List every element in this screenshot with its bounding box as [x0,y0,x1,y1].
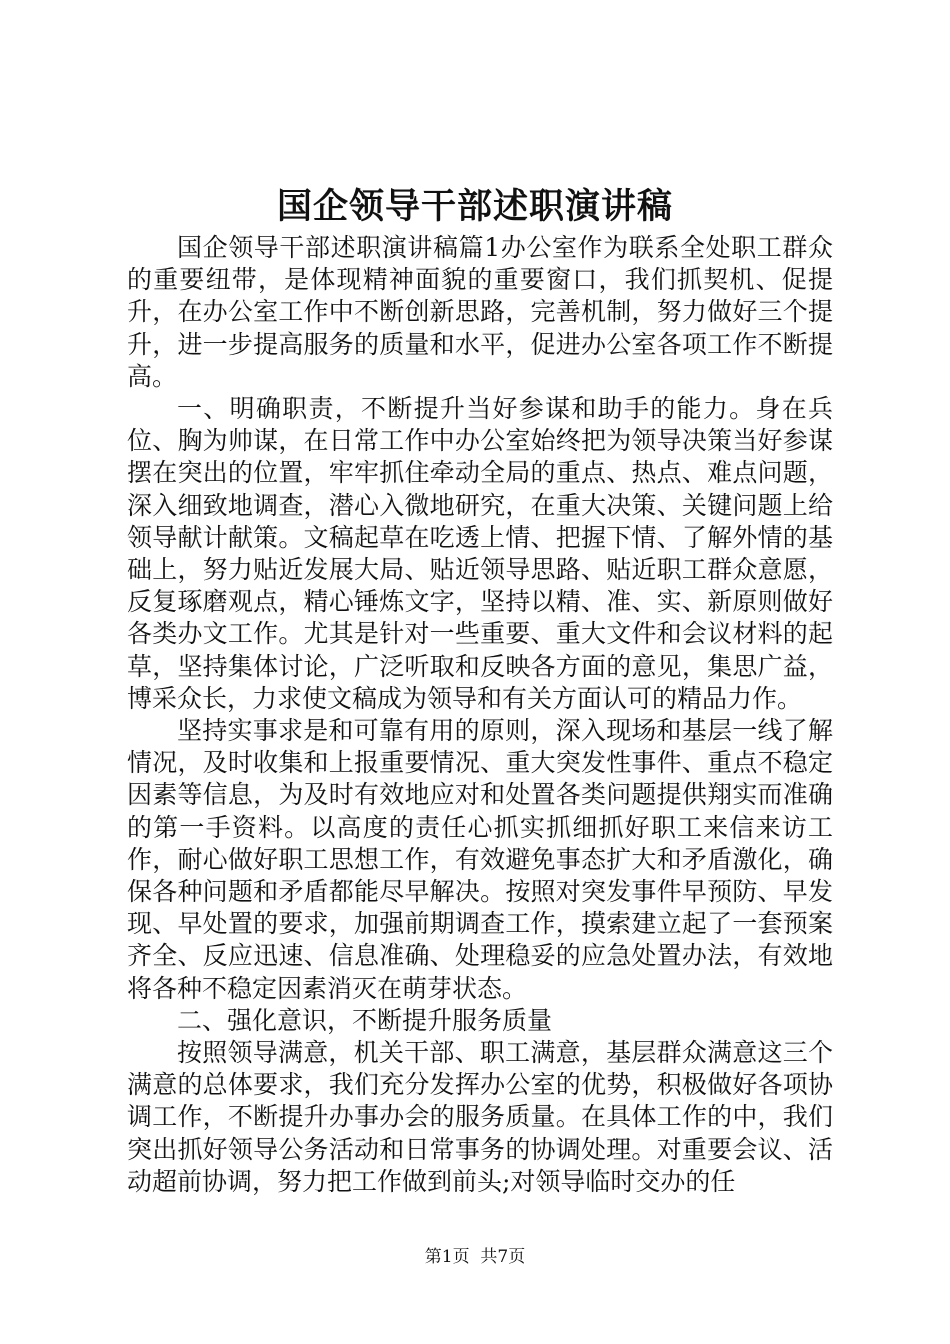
paragraph-principles: 坚持实事求是和可靠有用的原则，深入现场和基层一线了解情况，及时收集和上报重要情况、重大突发性事件、重点不稳定因素等信息，为及时有效地应对和处置各类问题提供翔实而准确的第一手资料。以高度的责任心抓实抓细抓好职工来信来访工作，耐心做好职工思想工作，有效避免事态扩大和矛盾激化，确保各种问题和矛盾都能尽早解决。按照对突发事件早预防、早发现、早处置的要求，加强前期调查工作，摸索建立起了一套预案齐全、反应迅速、信息准确、处理稳妥的应急处置办法，有效地将各种不稳定因素消灭在萌芽状态。 [127,716,833,1003]
document-title: 国企领导干部述职演讲稿 [276,186,673,227]
page-total: 共7页 [480,1247,526,1267]
paragraph-section-two: 按照领导满意，机关干部、职工满意，基层群众满意这三个满意的总体要求，我们充分发挥办公室的优势，积极做好各项协调工作，不断提升办事办会的服务质量。在具体工作的中，我们突出抓好领导公务活动和日常事务的协调处理。对重要会议、活动超前协调，努力把工作做到前头;对领导临时交办的任 [127,1038,833,1196]
page-footer [0,1245,950,1269]
page-number: 第1页 [424,1247,470,1267]
document-body [127,232,833,1198]
paragraph-section-one: 一、明确职责，不断提升当好参谋和助手的能力。身在兵位、胸为帅谋，在日常工作中办公室始终把为领导决策当好参谋摆在突出的位置，牢牢抓住牵动全局的重点、热点、难点问题，深入细致地调查，潜心入微地研究，在重大决策、关键问题上给领导献计献策。文稿起草在吃透上情、把握下情、了解外情的基础上，努力贴近发展大局、贴近领导思路、贴近职工群众意愿，反复琢磨观点，精心锤炼文字，坚持以精、准、实、新原则做好各类办文工作。尤其是针对一些重要、重大文件和会议材料的起草，坚持集体讨论，广泛听取和反映各方面的意见，集思广益，博采众长，力求使文稿成为领导和有关方面认可的精品力作。 [127,394,833,713]
paragraph-intro: 国企领导干部述职演讲稿篇1办公室作为联系全处职工群众的重要纽带，是体现精神面貌的重要窗口，我们抓契机、促提升，在办公室工作中不断创新思路，完善机制，努力做好三个提升，进一步提高服务的质量和水平，促进办公室各项工作不断提高。 [127,233,833,391]
paragraph-section-two-heading: 二、强化意识，不断提升服务质量 [177,1005,553,1035]
